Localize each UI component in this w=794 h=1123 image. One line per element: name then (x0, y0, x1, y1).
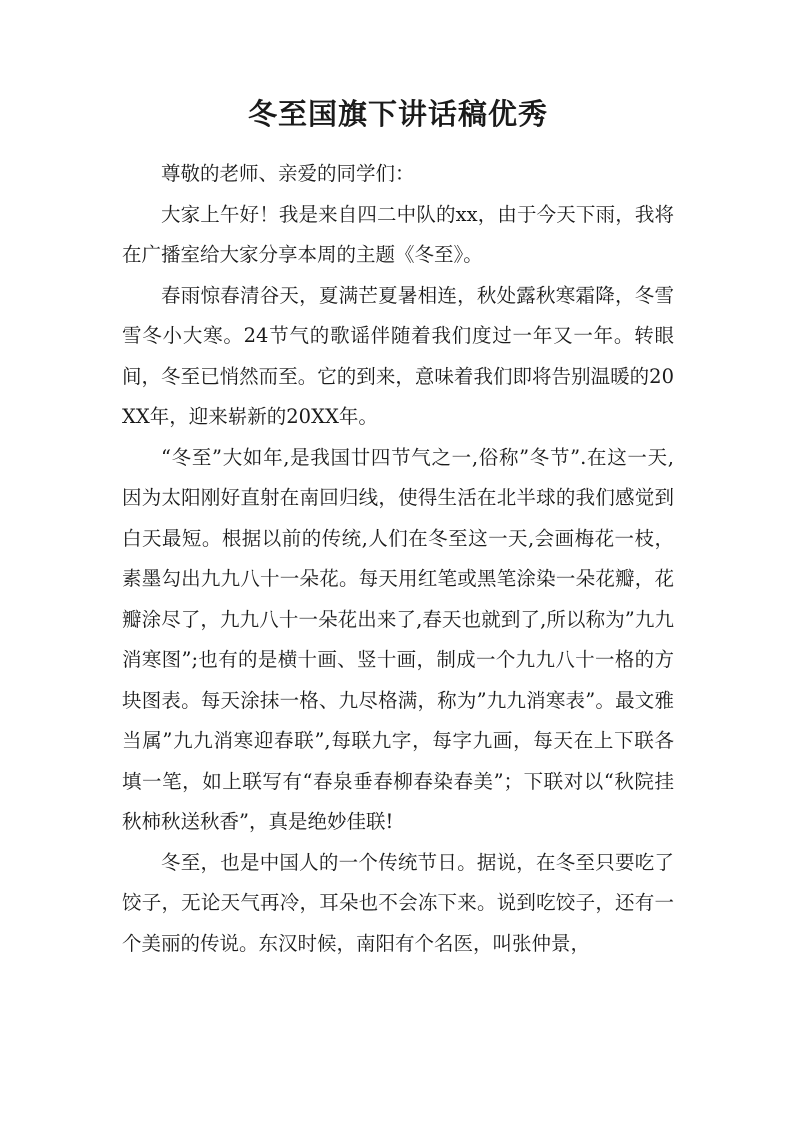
paragraph-greeting: 大家上午好！我是来自四二中队的xx，由于今天下雨，我将在广播室给大家分享本周的主题《冬至》。 (122, 202, 674, 266)
document-title: 冬至国旗下讲话稿优秀 (247, 97, 548, 131)
paragraph-dumplings-legend: 冬至，也是中国人的一个传统节日。据说，在冬至只要吃了饺子，无论天气再冷，耳朵也不会冻下来。说到吃饺子，还有一个美丽的传说。东汉时候，南阳有个名医，叫张仲景， (122, 850, 674, 955)
paragraph-salutation: 尊敬的老师、亲爱的同学们： (161, 162, 415, 185)
paragraph-winter-solstice-customs: “冬至”大如年,是我国廿四节气之一,俗称”冬节”.在这一天,因为太阳刚好直射在南回归线，使得生活在北半球的我们感觉到白天最短。根据以前的传统,人们在冬至这一天,会画梅花一枝，素墨勾出九九八十一朵花。每天用红笔或黑笔涂染一朵花瓣，花瓣涂尽了，九九八十一朵花出来了,春天也就到了,所以称为”九九消寒图”;也有的是横十画、竖十画，制成一个九九八十一格的方块图表。每天涂抹一格、九尽格满，称为”九九消寒表”。最文雅当属”九九消寒迎春联”,每联九字，每字九画，每天在上下联各填一笔，如上联写有“春泉垂春柳春染春美”；下联对以“秋院挂秋柿秋送秋香”，真是绝妙佳联! (122, 445, 674, 833)
paragraph-solar-terms: 春雨惊春清谷天，夏满芒夏暑相连，秋处露秋寒霜降，冬雪雪冬小大寒。24节气的歌谣伴随着我们度过一年又一年。转眼间，冬至已悄然而至。它的到来，意味着我们即将告别温暖的20XX年，迎来崭新的20XX年。 (122, 283, 674, 428)
